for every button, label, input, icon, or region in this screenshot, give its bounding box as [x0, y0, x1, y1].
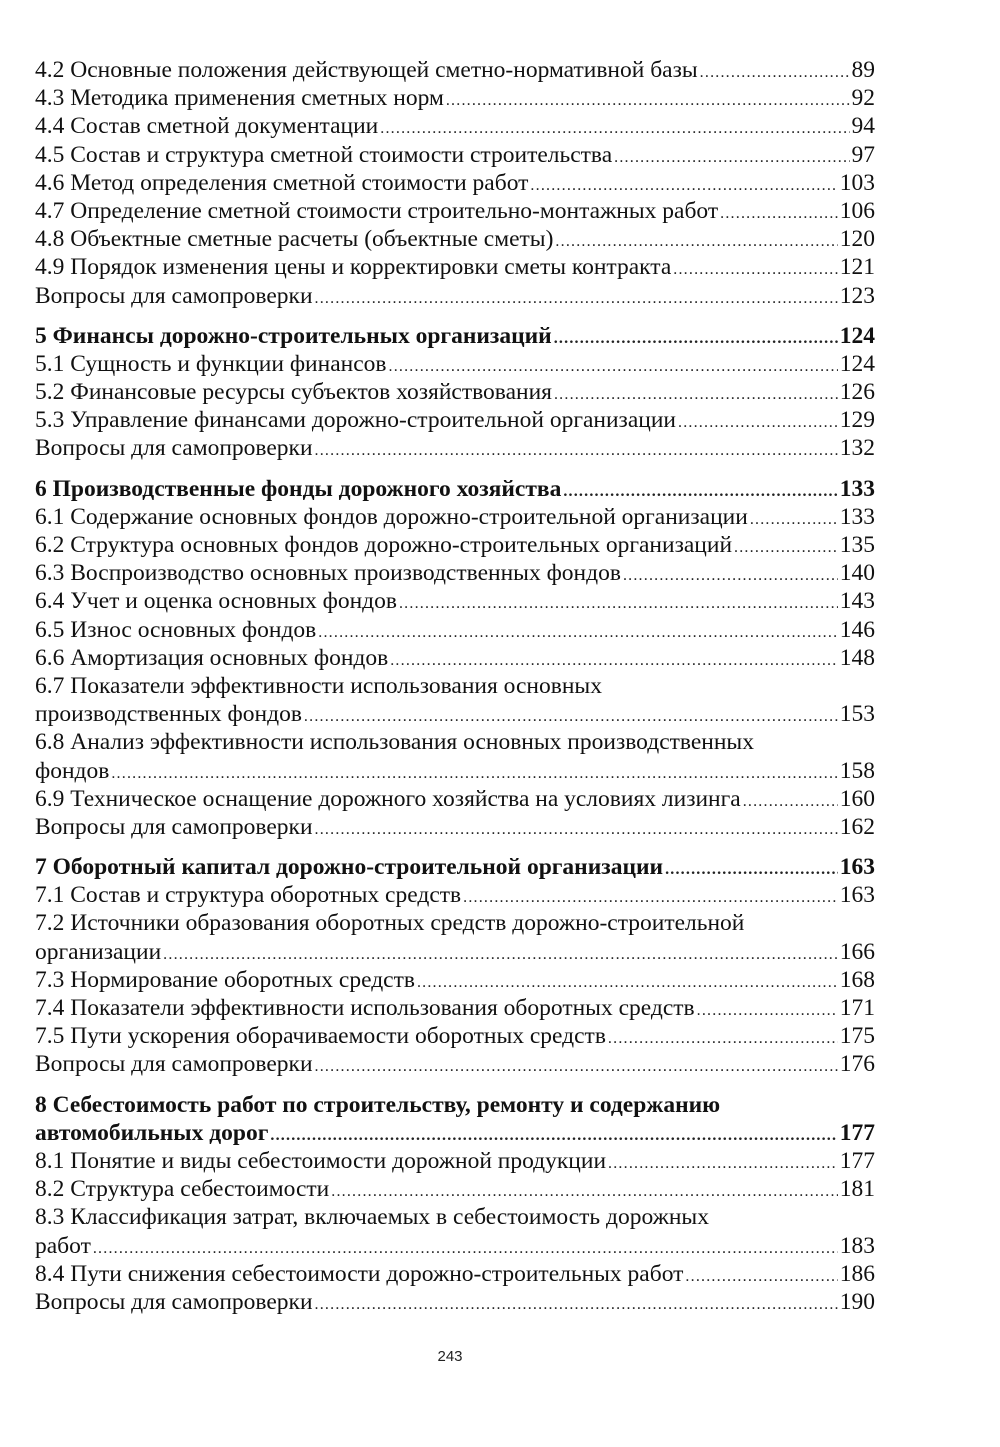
- toc-entry-page: 176: [839, 1051, 875, 1078]
- dot-leader: [463, 884, 838, 912]
- dot-leader: [111, 760, 837, 788]
- dot-leader: [750, 506, 838, 534]
- dot-leader: [417, 969, 838, 997]
- dot-leader: [530, 172, 837, 200]
- toc-entry-title: 5.2 Финансовые ресурсы субъектов хозяйствования: [35, 379, 552, 406]
- dot-leader: [315, 816, 838, 844]
- toc-entry-7-2-line1[interactable]: 7.2 Источники образования оборотных средств дорожно-строительной: [35, 910, 745, 937]
- toc-chapter-title: автомобильных дорог: [35, 1119, 269, 1146]
- toc-chapter-8[interactable]: [35, 1119, 875, 1147]
- toc-entry-title: 8.2 Структура себестоимости: [35, 1176, 330, 1203]
- toc-entry-8-3[interactable]: [35, 1232, 875, 1260]
- toc-entry-page: 160: [839, 785, 875, 812]
- toc-entry-title: 4.2 Основные положения действующей сметно-нормативной базы: [35, 57, 698, 83]
- toc-entry-title: 6.2 Структура основных фондов дорожно-строительных организаций: [35, 532, 733, 558]
- dot-leader: [390, 647, 838, 675]
- toc-entry-8-2[interactable]: [35, 1175, 875, 1203]
- toc-chapter-title: 5 Финансы дорожно-строительных организаций: [35, 322, 552, 349]
- toc-entry-title: работ: [35, 1232, 91, 1259]
- toc-entry-title: Вопросы для самопроверки: [35, 435, 313, 462]
- toc-entry-6-3[interactable]: [35, 559, 875, 587]
- toc-entry-page: 163: [839, 882, 875, 909]
- dot-leader: [315, 437, 838, 465]
- toc-entry-title: 6.5 Износ основных фондов: [35, 616, 317, 643]
- toc-entry-4-3[interactable]: [35, 84, 875, 112]
- toc-entry-8-4[interactable]: [35, 1260, 875, 1288]
- dot-leader: [163, 941, 838, 969]
- toc-entry-page: 92: [851, 85, 875, 112]
- toc-entry-questions-5[interactable]: [35, 434, 875, 462]
- toc-entry-page: 175: [839, 1023, 875, 1050]
- dot-leader: [720, 200, 838, 228]
- toc-entry-6-6[interactable]: [35, 644, 875, 672]
- toc-entry-7-1[interactable]: [35, 881, 875, 909]
- toc-entry-title: Вопросы для самопроверки: [35, 813, 313, 840]
- toc-entry-page: 103: [839, 169, 875, 196]
- dot-leader: [743, 788, 838, 816]
- toc-entry-6-8[interactable]: [35, 757, 875, 785]
- toc-entry-page: 171: [839, 995, 875, 1021]
- toc-chapter-6[interactable]: [35, 475, 875, 503]
- toc-entry-7-5[interactable]: [35, 1022, 875, 1050]
- toc-entry-page: 163: [839, 854, 875, 881]
- toc-entry-page: 177: [839, 1147, 875, 1174]
- toc-entry-page: 124: [839, 322, 875, 349]
- toc-entry-5-2[interactable]: [35, 378, 875, 406]
- toc-entry-5-3[interactable]: [35, 406, 875, 434]
- dot-leader: [678, 409, 838, 437]
- dot-leader: [315, 285, 838, 313]
- toc-entry-title: 5.1 Сущность и функции финансов: [35, 350, 387, 377]
- dot-leader: [554, 381, 838, 409]
- dot-leader: [270, 1122, 837, 1150]
- toc-entry-page: 177: [839, 1119, 875, 1146]
- toc-entry-page: 106: [839, 197, 875, 224]
- toc-entry-questions-8[interactable]: [35, 1288, 875, 1316]
- toc-entry-page: 190: [839, 1288, 875, 1315]
- toc-entry-page: 183: [839, 1232, 875, 1259]
- toc-entry-page: 132: [839, 435, 875, 462]
- toc-entry-title: организации: [35, 938, 162, 965]
- toc-entry-title: производственных фондов: [35, 701, 302, 728]
- dot-leader: [685, 1263, 837, 1291]
- toc-entry-title: 7.4 Показатели эффективности использования оборотных средств: [35, 995, 695, 1021]
- toc-entry-6-8-line1[interactable]: 6.8 Анализ эффективности использования основных производственных: [35, 729, 754, 756]
- toc-entry-page: 124: [839, 350, 875, 377]
- toc-entry-page: 143: [839, 588, 875, 615]
- toc-entry-page: 168: [839, 966, 875, 993]
- toc-entry-title: 6.1 Содержание основных фондов дорожно-строительной организации: [35, 503, 748, 530]
- toc-entry-title: 4.5 Состав и структура сметной стоимости строительства: [35, 141, 613, 168]
- toc-entry-title: 6.6 Амортизация основных фондов: [35, 644, 389, 671]
- toc-chapter-8-line1[interactable]: 8 Себестоимость работ по строительству, ремонту и содержанию: [35, 1091, 721, 1118]
- toc-entry-title: 8.4 Пути снижения себестоимости дорожно-строительных работ: [35, 1260, 684, 1287]
- toc-entry-page: 162: [839, 813, 875, 840]
- toc-entry-page: 126: [839, 379, 875, 406]
- dot-leader: [673, 256, 837, 284]
- toc-entry-page: 181: [839, 1176, 875, 1203]
- toc-entry-6-2[interactable]: [35, 531, 875, 559]
- toc-entry-page: 94: [851, 113, 875, 140]
- dot-leader: [700, 59, 850, 87]
- toc-entry-6-5[interactable]: [35, 616, 875, 644]
- toc-entry-page: 186: [839, 1260, 875, 1287]
- toc-entry-title: 6.4 Учет и оценка основных фондов: [35, 588, 397, 615]
- dot-leader: [734, 534, 838, 562]
- toc-entry-title: 5.3 Управление финансами дорожно-строительной организации: [35, 407, 676, 434]
- toc-entry-6-1[interactable]: [35, 503, 875, 531]
- toc-entry-title: 4.7 Определение сметной стоимости строительно-монтажных работ: [35, 197, 719, 224]
- toc-entry-page: 146: [839, 616, 875, 643]
- toc-entry-4-6[interactable]: [35, 169, 875, 197]
- toc-entry-6-4[interactable]: [35, 587, 875, 615]
- dot-leader: [697, 997, 838, 1025]
- toc-entry-7-3[interactable]: [35, 966, 875, 994]
- toc-entry-title: Вопросы для самопроверки: [35, 1288, 313, 1315]
- dot-leader: [380, 115, 849, 143]
- dot-leader: [608, 1025, 838, 1053]
- toc-entry-questions-7[interactable]: [35, 1050, 875, 1078]
- table-of-contents: [35, 56, 875, 1316]
- toc-entry-page: 129: [839, 407, 875, 434]
- toc-entry-page: 166: [839, 938, 875, 965]
- dot-leader: [93, 1235, 838, 1263]
- toc-entry-5-1[interactable]: [35, 350, 875, 378]
- dot-leader: [399, 590, 838, 618]
- dot-leader: [554, 325, 838, 353]
- toc-entry-7-4[interactable]: [35, 994, 875, 1022]
- toc-entry-7-2[interactable]: [35, 938, 875, 966]
- toc-entry-title: 7.5 Пути ускорения оборачиваемости оборотных средств: [35, 1023, 606, 1050]
- dot-leader: [304, 703, 838, 731]
- toc-entry-title: 4.3 Методика применения сметных норм: [35, 85, 444, 112]
- toc-entry-page: 153: [839, 701, 875, 728]
- toc-entry-title: Вопросы для самопроверки: [35, 282, 313, 309]
- toc-entry-4-4[interactable]: [35, 112, 875, 140]
- toc-entry-4-8[interactable]: [35, 225, 875, 253]
- dot-leader: [665, 856, 838, 884]
- toc-entry-page: 123: [839, 282, 875, 309]
- dot-leader: [446, 87, 850, 115]
- toc-entry-title: Вопросы для самопроверки: [35, 1051, 313, 1078]
- toc-entry-title: 6.9 Техническое оснащение дорожного хозяйства на условиях лизинга: [35, 785, 741, 812]
- toc-entry-8-1[interactable]: [35, 1147, 875, 1175]
- toc-entry-page: 120: [839, 226, 875, 253]
- toc-entry-title: 8.1 Понятие и виды себестоимости дорожной продукции: [35, 1147, 607, 1174]
- toc-entry-page: 135: [839, 532, 875, 558]
- toc-entry-page: 89: [851, 57, 875, 83]
- toc-entry-title: 6.3 Воспроизводство основных производственных фондов: [35, 560, 621, 587]
- toc-entry-questions-4[interactable]: [35, 282, 875, 310]
- dot-leader: [623, 562, 838, 590]
- page-number: 243: [437, 1348, 463, 1365]
- toc-entry-title: 4.8 Объектные сметные расчеты (объектные сметы): [35, 226, 554, 253]
- dot-leader: [614, 144, 849, 172]
- toc-entry-4-7[interactable]: [35, 197, 875, 225]
- toc-entry-title: 4.9 Порядок изменения цены и корректировки сметы контракта: [35, 254, 672, 281]
- dot-leader: [318, 619, 837, 647]
- toc-entry-title: 7.1 Состав и структура оборотных средств: [35, 882, 462, 909]
- toc-entry-page: 140: [839, 560, 875, 587]
- toc-chapter-5[interactable]: [35, 322, 875, 350]
- toc-entry-questions-6[interactable]: [35, 813, 875, 841]
- toc-chapter-title: 6 Производственные фонды дорожного хозяйства: [35, 475, 562, 502]
- toc-entry-title: 4.6 Метод определения сметной стоимости работ: [35, 169, 529, 196]
- toc-entry-page: 133: [839, 503, 875, 530]
- toc-entry-page: 121: [839, 254, 875, 281]
- toc-entry-title: фондов: [35, 757, 110, 784]
- toc-entry-4-2[interactable]: [35, 56, 875, 84]
- toc-entry-page: 158: [839, 757, 875, 784]
- toc-entry-8-3-line1[interactable]: 8.3 Классификация затрат, включаемых в себестоимость дорожных: [35, 1204, 709, 1231]
- toc-chapter-title: 7 Оборотный капитал дорожно-строительной организации: [35, 854, 664, 881]
- dot-leader: [608, 1150, 838, 1178]
- dot-leader: [563, 478, 837, 506]
- dot-leader: [389, 353, 838, 381]
- toc-entry-page: 133: [839, 475, 875, 502]
- toc-entry-4-9[interactable]: [35, 253, 875, 281]
- dot-leader: [555, 228, 837, 256]
- dot-leader: [315, 1291, 838, 1319]
- toc-entry-title: 7.3 Нормирование оборотных средств: [35, 966, 415, 993]
- toc-entry-4-5[interactable]: [35, 141, 875, 169]
- toc-entry-page: 148: [839, 644, 875, 671]
- dot-leader: [315, 1053, 838, 1081]
- toc-entry-6-7-line1[interactable]: 6.7 Показатели эффективности использования основных: [35, 672, 602, 699]
- toc-chapter-7[interactable]: [35, 853, 875, 881]
- toc-entry-title: 4.4 Состав сметной документации: [35, 113, 379, 140]
- toc-entry-6-7[interactable]: [35, 700, 875, 728]
- dot-leader: [331, 1178, 838, 1206]
- toc-entry-page: 97: [851, 141, 875, 168]
- toc-entry-6-9[interactable]: [35, 785, 875, 813]
